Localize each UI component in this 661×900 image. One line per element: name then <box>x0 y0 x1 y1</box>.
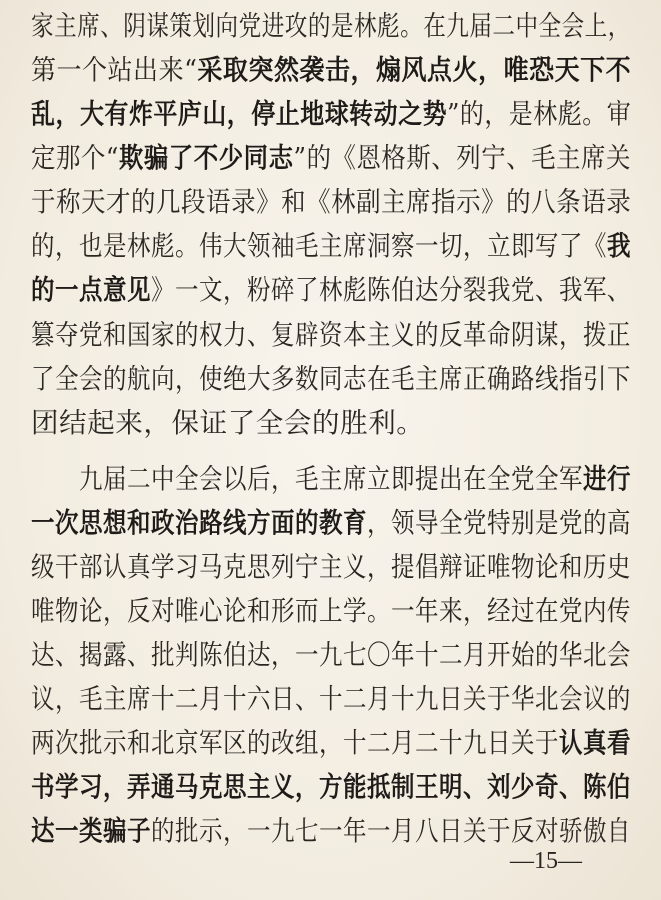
text-line <box>31 769 631 805</box>
text-line <box>31 405 424 441</box>
text-line <box>31 8 631 44</box>
text-line <box>31 317 631 353</box>
text-segment: 议，毛主席十二月十六日、十二月十九日关于华北会议的 <box>31 683 631 715</box>
text-line <box>31 593 631 629</box>
bold-text: 乱，大有炸平庐山，停止地球转动之势 <box>31 98 448 130</box>
bold-text: 一次思想和政治路线方面的教育 <box>31 507 367 539</box>
text-line <box>31 140 631 176</box>
text-segment: 于称天才的几段语录》和《林副主席指示》的八条语录 <box>31 186 632 218</box>
text-segment: 唯物论，反对唯心论和形而上学。一年来，经过在党内传 <box>31 595 631 627</box>
text-line <box>31 361 631 397</box>
bold-text: 认真看 <box>558 727 631 759</box>
bold-text: 书学习，弄通马克思主义，方能抵制王明、刘少奇、陈伯 <box>31 771 631 803</box>
text-segment: ”的《恩格斯、列宁、毛主席关 <box>293 142 631 174</box>
text-segment: 第一个站出来“ <box>31 54 198 86</box>
text-line <box>31 461 631 497</box>
text-segment: 级干部认真学习马克思列宁主义，提倡辩证唯物论和历史 <box>31 551 631 583</box>
text-segment: 家主席、阴谋策划向党进攻的是林彪。在九届二中全会上， <box>31 10 631 42</box>
text-segment: 团结起来，保证了全会的胜利。 <box>31 407 425 439</box>
bold-text: 进行 <box>582 463 631 495</box>
bold-text: 的一点意见 <box>31 274 151 306</box>
bold-text: 我 <box>606 230 631 262</box>
text-segment: 》一文，粉碎了林彪陈伯达分裂我党、我军、 <box>150 274 631 306</box>
text-segment: 达、揭露、批判陈伯达，一九七〇年十二月开始的华北会 <box>31 639 631 671</box>
bold-text: 达一类骗子 <box>31 815 151 847</box>
text-line <box>31 272 631 308</box>
text-line <box>31 681 631 717</box>
text-line <box>31 184 631 220</box>
text-segment: 两次批示和北京军区的改组，十二月二十九日关于 <box>31 727 559 759</box>
text-line <box>31 549 631 585</box>
text-segment: 的，也是林彪。伟大领袖毛主席洞察一切，立即写了《 <box>31 230 607 262</box>
bold-text: 欺骗了不少同志 <box>118 142 294 174</box>
text-line <box>31 637 631 673</box>
text-segment: 九届二中全会以后，毛主席立即提出在全党全军 <box>31 463 583 495</box>
text-line <box>31 52 631 88</box>
bold-text: 采取突然袭击，煽风点火，唯恐天下不 <box>197 54 632 86</box>
text-line <box>31 505 631 541</box>
text-line <box>31 228 631 264</box>
text-segment: ”的，是林彪。审 <box>447 98 632 130</box>
text-segment: 了全会的航向，使绝大多数同志在毛主席正确路线指引下 <box>31 363 631 395</box>
text-segment: ，领导全党特别是党的高 <box>366 507 631 539</box>
text-segment: 的批示，一九七一年一月八日关于反对骄傲自 <box>150 815 631 847</box>
page-number: —15— <box>510 848 582 874</box>
text-segment: 篡夺党和国家的权力、复辟资本主义的反革命阴谋，拨正 <box>31 319 631 351</box>
text-line <box>31 96 631 132</box>
text-line <box>31 725 631 761</box>
text-segment: 定那个“ <box>31 142 119 174</box>
text-line <box>31 813 631 849</box>
